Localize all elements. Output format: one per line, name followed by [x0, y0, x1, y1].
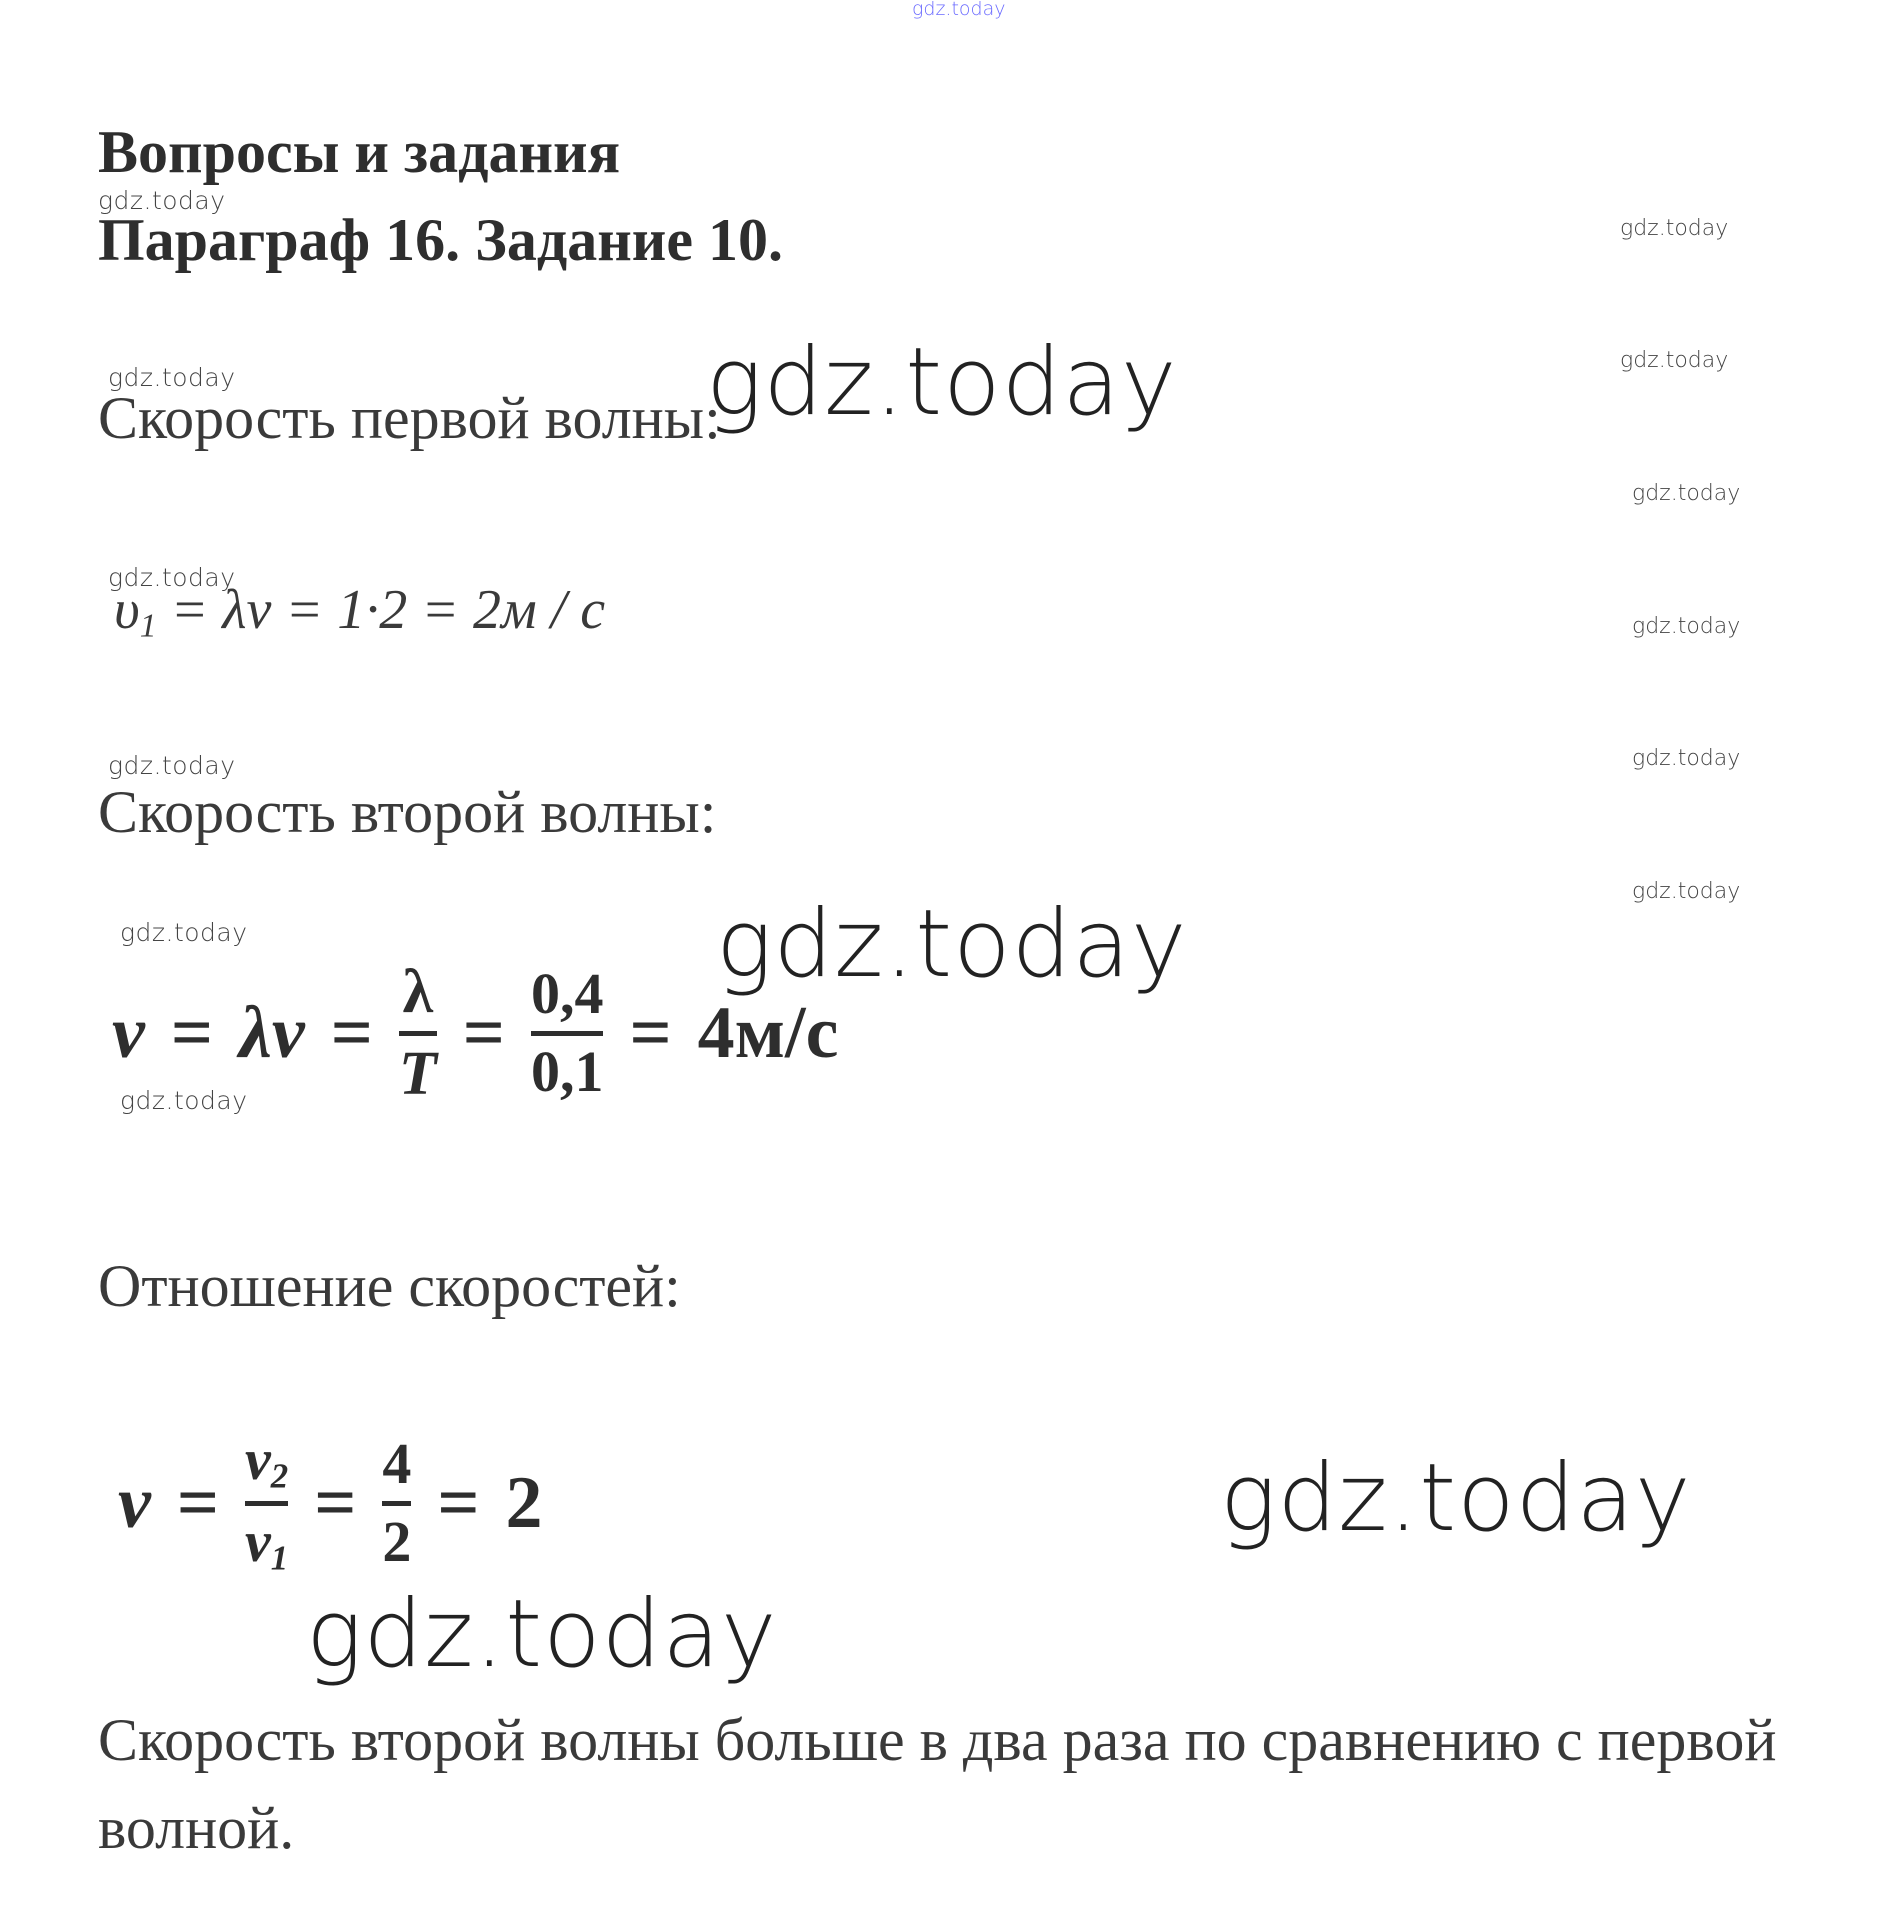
formula3-eq3: =: [437, 1462, 480, 1545]
formula-ratio: [118, 1427, 543, 1578]
formula2-frac-values: [530, 961, 604, 1105]
formula3-num2: 4: [382, 1431, 412, 1497]
formula-v1-sub: 1: [139, 607, 157, 645]
formula2-frac-lambda-T: [399, 960, 437, 1107]
watermark: gdz.today: [108, 563, 236, 592]
formula2-num: 0,4: [530, 961, 604, 1027]
formula2-eq3: =: [462, 992, 505, 1075]
formula2-eq2: =: [330, 992, 373, 1075]
fraction-bar: [531, 1031, 604, 1036]
formula2-T: T: [398, 1040, 437, 1109]
conclusion-line-1: Скорость второй волны больше в два раза по сравнению с первой: [98, 1707, 1777, 1773]
formula3-den2: 2: [382, 1509, 412, 1575]
formula2-den: 0,1: [530, 1039, 604, 1105]
watermark-large: gdz.today: [716, 890, 1188, 999]
formula3-v2: v: [245, 1427, 271, 1492]
watermark: gdz.today: [120, 1086, 248, 1115]
fraction-bar: [382, 1501, 411, 1506]
watermark-large: gdz.today: [706, 328, 1178, 437]
watermark: gdz.today: [1632, 879, 1741, 904]
formula3-v1-sub: 1: [270, 1538, 289, 1578]
watermark: gdz.today: [1620, 216, 1729, 241]
formula2-v: v: [112, 992, 145, 1075]
task-title: Параграф 16. Задание 10.: [98, 207, 783, 273]
formula3-v2-sub: 2: [270, 1456, 289, 1496]
watermark: gdz.today: [98, 186, 226, 215]
formula2-eq1: =: [170, 992, 214, 1075]
first-wave-label: Скорость первой волны:: [98, 385, 721, 451]
formula3-den: [245, 1509, 289, 1578]
ratio-label: Отношение скоростей:: [98, 1253, 681, 1319]
formula-first-rhs: = λν = 1·2 = 2м / с: [170, 579, 606, 641]
second-wave-label: Скорость второй волны:: [98, 779, 717, 845]
formula2-result: 4м/с: [697, 992, 839, 1075]
watermark: gdz.today: [108, 751, 236, 780]
formula3-frac-v2-v1: [245, 1427, 289, 1578]
watermark: gdz.today: [120, 918, 248, 947]
watermark: gdz.today: [1632, 614, 1741, 639]
section-title: Вопросы и задания: [98, 119, 621, 185]
fraction-bar: [399, 1031, 437, 1036]
formula3-eq1: =: [176, 1462, 220, 1545]
formula3-frac-values: [382, 1431, 412, 1575]
formula3-v1: v: [245, 1509, 271, 1575]
formula-v1: υ: [114, 579, 140, 641]
watermark: gdz.today: [1632, 481, 1741, 506]
watermark-large: gdz.today: [306, 1580, 778, 1689]
formula2-eq4: =: [629, 992, 672, 1075]
watermark-top: gdz.today: [912, 0, 1006, 20]
formula3-num: [245, 1427, 289, 1496]
watermark: gdz.today: [108, 363, 236, 392]
watermark: gdz.today: [1632, 746, 1741, 771]
formula2-lambda-nu: λv: [239, 992, 305, 1075]
conclusion-line-2: волной.: [98, 1795, 295, 1861]
watermark: gdz.today: [1620, 348, 1729, 373]
formula2-lambda: λ: [402, 958, 434, 1026]
formula3-v: v: [118, 1462, 151, 1545]
fraction-bar: [245, 1501, 288, 1506]
formula3-result: 2: [505, 1462, 543, 1545]
formula3-eq2: =: [314, 1462, 357, 1545]
watermark-large: gdz.today: [1220, 1444, 1692, 1553]
formula-first-wave: [114, 578, 605, 645]
